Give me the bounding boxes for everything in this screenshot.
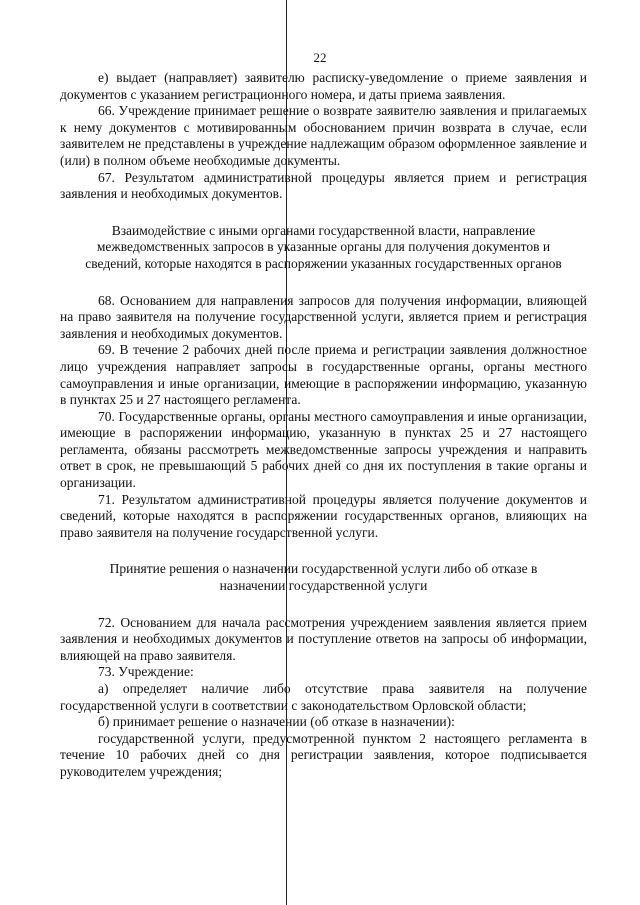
paragraph-73-b-continued: государственной услуги, предусмотренной пунктом 2 настоящего регламента в течение 10 рабочих дней со дня регистрации заявления, которое подписывается руководителем учреждения; (60, 730, 587, 779)
page-number: 22 (313, 50, 327, 65)
paragraph-73-b: б) принимает решение о назначении (об отказе в назначении): (98, 714, 455, 730)
paragraph-70: 70. Государственные органы, органы местного самоуправления и иные организации, имеющие в распоряжении информацию, указанную в пунктах 25 и 27 настоящего регламента, обязаны рассмотреть межведомственные запросы учреждения и направить ответ в срок, не превышающий 5 рабочих дней со дня их поступления в такие органы и организации. (60, 408, 587, 491)
paragraph-71: 71. Результатом административной процедуры является получение документов и сведений, которые находятся в распоряжении государственных органов, влияющих на право заявителя на получение государственной услуги. (60, 491, 587, 540)
paragraph-66: 66. Учреждение принимает решение о возврате заявителю заявления и прилагаемых к нему документов с мотивированным обоснованием причин возврата в случае, если заявителем не представлены в учреждение надлежащим образом оформленное заявление и (или) в полном объеме необходимые документы. (60, 103, 587, 168)
paragraph-68: 68. Основанием для направления запросов для получения информации, влияющей на право заявителя на получение государственной услуги, является прием и регистрация заявления и необходимых документов. (60, 292, 587, 341)
paragraph-72: 72. Основанием для начала рассмотрения учреждением заявления является прием заявления и необходимых документов и поступление ответов на запросы об информации, влияющей на право заявителя. (60, 614, 587, 663)
document-body (60, 70, 587, 781)
paragraph-73: 73. Учреждение: (98, 664, 194, 680)
paragraph-69: 69. В течение 2 рабочих дней после приема и регистрации заявления должностное лицо учреждения направляет запросы в государственные органы, органы местного самоуправления и иные организации, имеющие в распоряжении информацию, указанную в пунктах 25 и 27 настоящего регламента. (60, 342, 587, 408)
paragraph-73-a: а) определяет наличие либо отсутствие права заявителя на получение государственной услуги в соответствии с законодательством Орловской области; (60, 681, 587, 713)
paragraph-67: 67. Результатом административной процедуры является прием и регистрация заявления и необходимых документов. (60, 169, 587, 202)
section-heading-interaction: Взаимодействие с иными органами государственной власти, направление межведомственных запросов в указанные органы для получения документов и сведений, которые находятся в распоряжении указанных государственных органов (85, 222, 562, 271)
paragraph-e: е) выдает (направляет) заявителю расписку-уведомление о приеме заявления и документов с указанием регистрационного номера, и даты приема заявления. (60, 70, 587, 102)
section-heading-decision: Принятие решения о назначении государственной услуги либо об отказе в назначении государственной услуги (109, 561, 538, 594)
